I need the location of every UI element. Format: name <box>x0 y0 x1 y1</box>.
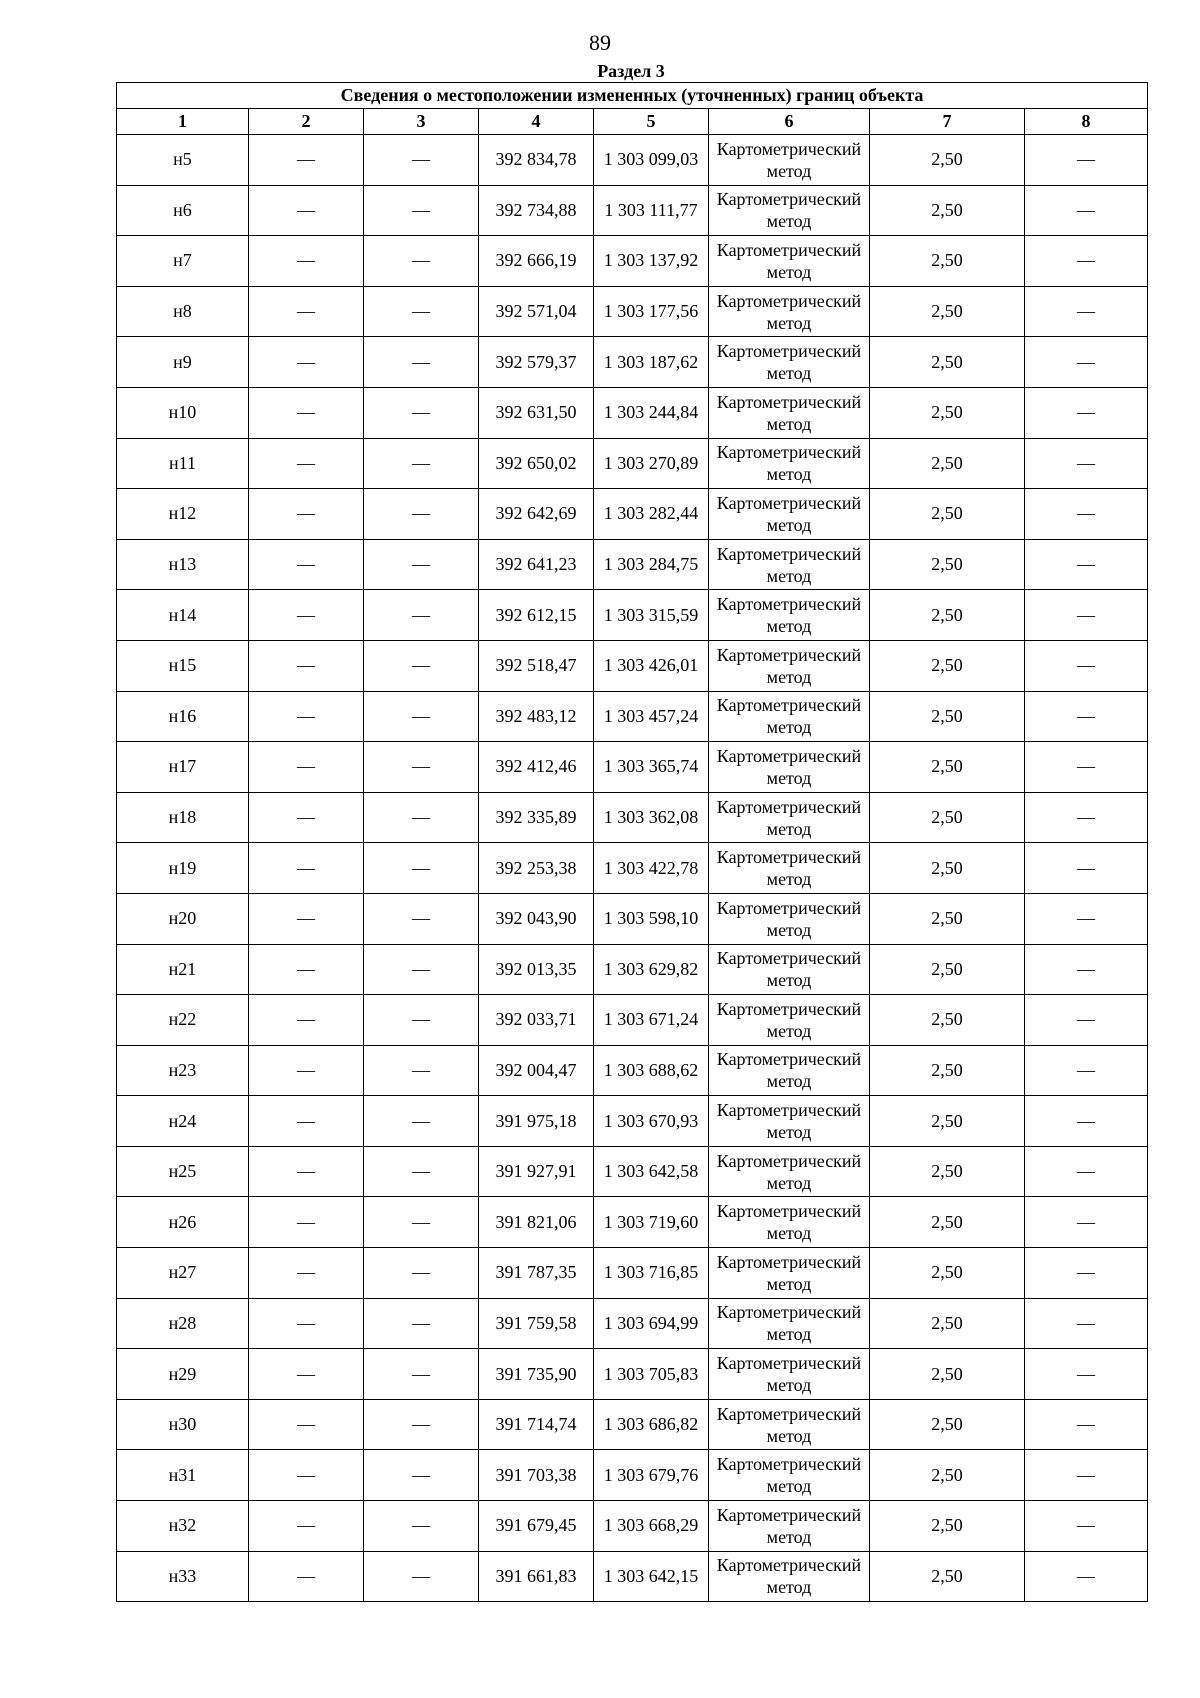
method-cell: Картометрический метод <box>709 893 870 944</box>
empty-dash-cell: — <box>364 1349 479 1400</box>
accuracy-cell: 2,50 <box>870 1096 1025 1147</box>
empty-dash-cell: — <box>249 135 364 186</box>
empty-dash-cell: — <box>364 185 479 236</box>
empty-dash-cell: — <box>364 1501 479 1552</box>
x-coordinate-cell: 392 033,71 <box>479 995 594 1046</box>
accuracy-cell: 2,50 <box>870 1248 1025 1299</box>
point-number-cell: н20 <box>117 893 249 944</box>
y-coordinate-cell: 1 303 187,62 <box>594 337 709 388</box>
x-coordinate-cell: 391 759,58 <box>479 1298 594 1349</box>
x-coordinate-cell: 392 834,78 <box>479 135 594 186</box>
page-number: 89 <box>589 30 611 55</box>
accuracy-cell: 2,50 <box>870 387 1025 438</box>
table-row <box>117 1349 1148 1400</box>
table-row <box>117 742 1148 793</box>
empty-dash-cell: — <box>249 1349 364 1400</box>
method-cell: Картометрический метод <box>709 1349 870 1400</box>
point-number-cell: н29 <box>117 1349 249 1400</box>
point-number-cell: н26 <box>117 1197 249 1248</box>
table-row <box>117 590 1148 641</box>
y-coordinate-cell: 1 303 688,62 <box>594 1045 709 1096</box>
x-coordinate-cell: 391 975,18 <box>479 1096 594 1147</box>
table-row <box>117 1399 1148 1450</box>
accuracy-cell: 2,50 <box>870 1146 1025 1197</box>
x-coordinate-cell: 392 650,02 <box>479 438 594 489</box>
empty-dash-cell: — <box>364 691 479 742</box>
x-coordinate-cell: 392 631,50 <box>479 387 594 438</box>
accuracy-cell: 2,50 <box>870 1197 1025 1248</box>
accuracy-cell: 2,50 <box>870 843 1025 894</box>
table-row <box>117 792 1148 843</box>
empty-dash-cell: — <box>249 1146 364 1197</box>
table-row <box>117 438 1148 489</box>
empty-dash-cell: — <box>364 337 479 388</box>
table-row <box>117 944 1148 995</box>
empty-dash-cell: — <box>1025 995 1148 1046</box>
y-coordinate-cell: 1 303 705,83 <box>594 1349 709 1400</box>
x-coordinate-cell: 392 734,88 <box>479 185 594 236</box>
y-coordinate-cell: 1 303 422,78 <box>594 843 709 894</box>
y-coordinate-cell: 1 303 719,60 <box>594 1197 709 1248</box>
section-title: Раздел 3 <box>597 61 665 81</box>
point-number-cell: н19 <box>117 843 249 894</box>
empty-dash-cell: — <box>364 1399 479 1450</box>
empty-dash-cell: — <box>249 337 364 388</box>
empty-dash-cell: — <box>249 1298 364 1349</box>
accuracy-cell: 2,50 <box>870 1045 1025 1096</box>
empty-dash-cell: — <box>249 1399 364 1450</box>
y-coordinate-cell: 1 303 598,10 <box>594 893 709 944</box>
method-cell: Картометрический метод <box>709 691 870 742</box>
empty-dash-cell: — <box>249 286 364 337</box>
empty-dash-cell: — <box>249 387 364 438</box>
empty-dash-cell: — <box>249 1501 364 1552</box>
y-coordinate-cell: 1 303 671,24 <box>594 995 709 1046</box>
x-coordinate-cell: 392 612,15 <box>479 590 594 641</box>
y-coordinate-cell: 1 303 679,76 <box>594 1450 709 1501</box>
table-row <box>117 1450 1148 1501</box>
empty-dash-cell: — <box>1025 893 1148 944</box>
empty-dash-cell: — <box>364 640 479 691</box>
empty-dash-cell: — <box>249 742 364 793</box>
empty-dash-cell: — <box>364 286 479 337</box>
empty-dash-cell: — <box>364 792 479 843</box>
empty-dash-cell: — <box>364 1197 479 1248</box>
empty-dash-cell: — <box>364 489 479 540</box>
y-coordinate-cell: 1 303 686,82 <box>594 1399 709 1450</box>
empty-dash-cell: — <box>249 843 364 894</box>
method-cell: Картометрический метод <box>709 337 870 388</box>
y-coordinate-cell: 1 303 668,29 <box>594 1501 709 1552</box>
method-cell: Картометрический метод <box>709 1045 870 1096</box>
empty-dash-cell: — <box>249 792 364 843</box>
accuracy-cell: 2,50 <box>870 590 1025 641</box>
empty-dash-cell: — <box>249 236 364 287</box>
point-number-cell: н21 <box>117 944 249 995</box>
method-cell: Картометрический метод <box>709 438 870 489</box>
empty-dash-cell: — <box>364 1096 479 1147</box>
empty-dash-cell: — <box>249 489 364 540</box>
empty-dash-cell: — <box>364 1146 479 1197</box>
empty-dash-cell: — <box>364 1045 479 1096</box>
empty-dash-cell: — <box>249 1248 364 1299</box>
table-row <box>117 185 1148 236</box>
empty-dash-cell: — <box>1025 792 1148 843</box>
method-cell: Картометрический метод <box>709 1450 870 1501</box>
column-header: 1 <box>117 109 249 135</box>
y-coordinate-cell: 1 303 099,03 <box>594 135 709 186</box>
empty-dash-cell: — <box>1025 489 1148 540</box>
empty-dash-cell: — <box>1025 286 1148 337</box>
empty-dash-cell: — <box>1025 135 1148 186</box>
method-cell: Картометрический метод <box>709 135 870 186</box>
accuracy-cell: 2,50 <box>870 691 1025 742</box>
empty-dash-cell: — <box>364 438 479 489</box>
empty-dash-cell: — <box>249 944 364 995</box>
empty-dash-cell: — <box>1025 1096 1148 1147</box>
point-number-cell: н12 <box>117 489 249 540</box>
empty-dash-cell: — <box>1025 236 1148 287</box>
empty-dash-cell: — <box>364 1551 479 1602</box>
table-row <box>117 691 1148 742</box>
y-coordinate-cell: 1 303 284,75 <box>594 539 709 590</box>
y-coordinate-cell: 1 303 137,92 <box>594 236 709 287</box>
accuracy-cell: 2,50 <box>870 539 1025 590</box>
method-cell: Картометрический метод <box>709 286 870 337</box>
accuracy-cell: 2,50 <box>870 1399 1025 1450</box>
x-coordinate-cell: 392 666,19 <box>479 236 594 287</box>
y-coordinate-cell: 1 303 716,85 <box>594 1248 709 1299</box>
empty-dash-cell: — <box>1025 590 1148 641</box>
accuracy-cell: 2,50 <box>870 1450 1025 1501</box>
method-cell: Картометрический метод <box>709 185 870 236</box>
accuracy-cell: 2,50 <box>870 135 1025 186</box>
x-coordinate-cell: 391 679,45 <box>479 1501 594 1552</box>
empty-dash-cell: — <box>1025 1248 1148 1299</box>
empty-dash-cell: — <box>249 1450 364 1501</box>
empty-dash-cell: — <box>1025 337 1148 388</box>
empty-dash-cell: — <box>364 590 479 641</box>
accuracy-cell: 2,50 <box>870 1298 1025 1349</box>
x-coordinate-cell: 392 579,37 <box>479 337 594 388</box>
empty-dash-cell: — <box>249 539 364 590</box>
point-number-cell: н9 <box>117 337 249 388</box>
table-row <box>117 1248 1148 1299</box>
point-number-cell: н15 <box>117 640 249 691</box>
empty-dash-cell: — <box>1025 1197 1148 1248</box>
x-coordinate-cell: 392 483,12 <box>479 691 594 742</box>
point-number-cell: н10 <box>117 387 249 438</box>
empty-dash-cell: — <box>249 1096 364 1147</box>
accuracy-cell: 2,50 <box>870 438 1025 489</box>
table-row <box>117 1146 1148 1197</box>
table-row <box>117 489 1148 540</box>
accuracy-cell: 2,50 <box>870 944 1025 995</box>
method-cell: Картометрический метод <box>709 843 870 894</box>
x-coordinate-cell: 392 253,38 <box>479 843 594 894</box>
x-coordinate-cell: 392 518,47 <box>479 640 594 691</box>
method-cell: Картометрический метод <box>709 1197 870 1248</box>
empty-dash-cell: — <box>1025 843 1148 894</box>
empty-dash-cell: — <box>1025 1146 1148 1197</box>
table-row <box>117 236 1148 287</box>
accuracy-cell: 2,50 <box>870 337 1025 388</box>
method-cell: Картометрический метод <box>709 1248 870 1299</box>
y-coordinate-cell: 1 303 282,44 <box>594 489 709 540</box>
empty-dash-cell: — <box>364 539 479 590</box>
y-coordinate-cell: 1 303 629,82 <box>594 944 709 995</box>
table-caption: Сведения о местоположении измененных (уточненных) границ объекта <box>117 83 1148 109</box>
table-row <box>117 286 1148 337</box>
table-row <box>117 893 1148 944</box>
column-header: 6 <box>709 109 870 135</box>
point-number-cell: н24 <box>117 1096 249 1147</box>
empty-dash-cell: — <box>1025 944 1148 995</box>
y-coordinate-cell: 1 303 694,99 <box>594 1298 709 1349</box>
empty-dash-cell: — <box>364 236 479 287</box>
point-number-cell: н23 <box>117 1045 249 1096</box>
accuracy-cell: 2,50 <box>870 286 1025 337</box>
x-coordinate-cell: 391 661,83 <box>479 1551 594 1602</box>
x-coordinate-cell: 392 571,04 <box>479 286 594 337</box>
method-cell: Картометрический метод <box>709 995 870 1046</box>
accuracy-cell: 2,50 <box>870 1501 1025 1552</box>
table-row <box>117 539 1148 590</box>
x-coordinate-cell: 391 787,35 <box>479 1248 594 1299</box>
x-coordinate-cell: 391 735,90 <box>479 1349 594 1400</box>
empty-dash-cell: — <box>1025 1551 1148 1602</box>
empty-dash-cell: — <box>1025 185 1148 236</box>
point-number-cell: н6 <box>117 185 249 236</box>
empty-dash-cell: — <box>249 590 364 641</box>
point-number-cell: н14 <box>117 590 249 641</box>
empty-dash-cell: — <box>1025 640 1148 691</box>
empty-dash-cell: — <box>1025 1399 1148 1450</box>
accuracy-cell: 2,50 <box>870 893 1025 944</box>
method-cell: Картометрический метод <box>709 792 870 843</box>
point-number-cell: н18 <box>117 792 249 843</box>
x-coordinate-cell: 392 004,47 <box>479 1045 594 1096</box>
empty-dash-cell: — <box>364 742 479 793</box>
column-header: 4 <box>479 109 594 135</box>
empty-dash-cell: — <box>1025 691 1148 742</box>
table-row <box>117 1298 1148 1349</box>
point-number-cell: н25 <box>117 1146 249 1197</box>
boundary-coordinates-table <box>116 82 1148 1602</box>
empty-dash-cell: — <box>249 691 364 742</box>
method-cell: Картометрический метод <box>709 1551 870 1602</box>
point-number-cell: н17 <box>117 742 249 793</box>
point-number-cell: н31 <box>117 1450 249 1501</box>
empty-dash-cell: — <box>364 1298 479 1349</box>
method-cell: Картометрический метод <box>709 489 870 540</box>
column-header: 3 <box>364 109 479 135</box>
accuracy-cell: 2,50 <box>870 489 1025 540</box>
point-number-cell: н16 <box>117 691 249 742</box>
empty-dash-cell: — <box>249 1045 364 1096</box>
x-coordinate-cell: 391 703,38 <box>479 1450 594 1501</box>
point-number-cell: н8 <box>117 286 249 337</box>
accuracy-cell: 2,50 <box>870 236 1025 287</box>
table-row <box>117 843 1148 894</box>
method-cell: Картометрический метод <box>709 1096 870 1147</box>
empty-dash-cell: — <box>249 893 364 944</box>
point-number-cell: н13 <box>117 539 249 590</box>
x-coordinate-cell: 392 412,46 <box>479 742 594 793</box>
y-coordinate-cell: 1 303 457,24 <box>594 691 709 742</box>
method-cell: Картометрический метод <box>709 1298 870 1349</box>
method-cell: Картометрический метод <box>709 640 870 691</box>
accuracy-cell: 2,50 <box>870 1349 1025 1400</box>
method-cell: Картометрический метод <box>709 1399 870 1450</box>
empty-dash-cell: — <box>364 843 479 894</box>
point-number-cell: н28 <box>117 1298 249 1349</box>
column-header: 8 <box>1025 109 1148 135</box>
x-coordinate-cell: 392 013,35 <box>479 944 594 995</box>
y-coordinate-cell: 1 303 362,08 <box>594 792 709 843</box>
empty-dash-cell: — <box>249 1197 364 1248</box>
empty-dash-cell: — <box>1025 438 1148 489</box>
accuracy-cell: 2,50 <box>870 640 1025 691</box>
table-row <box>117 1096 1148 1147</box>
table-row <box>117 1197 1148 1248</box>
empty-dash-cell: — <box>1025 1298 1148 1349</box>
point-number-cell: н32 <box>117 1501 249 1552</box>
table-row <box>117 135 1148 186</box>
empty-dash-cell: — <box>364 135 479 186</box>
point-number-cell: н7 <box>117 236 249 287</box>
accuracy-cell: 2,50 <box>870 995 1025 1046</box>
empty-dash-cell: — <box>1025 1349 1148 1400</box>
table-row <box>117 1045 1148 1096</box>
y-coordinate-cell: 1 303 642,15 <box>594 1551 709 1602</box>
y-coordinate-cell: 1 303 315,59 <box>594 590 709 641</box>
x-coordinate-cell: 391 821,06 <box>479 1197 594 1248</box>
method-cell: Картометрический метод <box>709 944 870 995</box>
empty-dash-cell: — <box>1025 742 1148 793</box>
y-coordinate-cell: 1 303 270,89 <box>594 438 709 489</box>
empty-dash-cell: — <box>249 438 364 489</box>
point-number-cell: н22 <box>117 995 249 1046</box>
point-number-cell: н33 <box>117 1551 249 1602</box>
empty-dash-cell: — <box>364 387 479 438</box>
y-coordinate-cell: 1 303 642,58 <box>594 1146 709 1197</box>
x-coordinate-cell: 392 335,89 <box>479 792 594 843</box>
accuracy-cell: 2,50 <box>870 185 1025 236</box>
method-cell: Картометрический метод <box>709 539 870 590</box>
x-coordinate-cell: 392 641,23 <box>479 539 594 590</box>
x-coordinate-cell: 391 927,91 <box>479 1146 594 1197</box>
point-number-cell: н30 <box>117 1399 249 1450</box>
method-cell: Картометрический метод <box>709 1501 870 1552</box>
accuracy-cell: 2,50 <box>870 792 1025 843</box>
x-coordinate-cell: 392 043,90 <box>479 893 594 944</box>
table-row <box>117 1501 1148 1552</box>
empty-dash-cell: — <box>1025 1501 1148 1552</box>
y-coordinate-cell: 1 303 670,93 <box>594 1096 709 1147</box>
method-cell: Картометрический метод <box>709 590 870 641</box>
accuracy-cell: 2,50 <box>870 742 1025 793</box>
table-row <box>117 640 1148 691</box>
point-number-cell: н27 <box>117 1248 249 1299</box>
x-coordinate-cell: 392 642,69 <box>479 489 594 540</box>
empty-dash-cell: — <box>364 1248 479 1299</box>
y-coordinate-cell: 1 303 365,74 <box>594 742 709 793</box>
empty-dash-cell: — <box>364 944 479 995</box>
y-coordinate-cell: 1 303 426,01 <box>594 640 709 691</box>
table-row <box>117 995 1148 1046</box>
empty-dash-cell: — <box>1025 1450 1148 1501</box>
empty-dash-cell: — <box>249 1551 364 1602</box>
table-row <box>117 1551 1148 1602</box>
method-cell: Картометрический метод <box>709 387 870 438</box>
y-coordinate-cell: 1 303 111,77 <box>594 185 709 236</box>
method-cell: Картометрический метод <box>709 236 870 287</box>
y-coordinate-cell: 1 303 177,56 <box>594 286 709 337</box>
empty-dash-cell: — <box>364 1450 479 1501</box>
table-row <box>117 337 1148 388</box>
point-number-cell: н11 <box>117 438 249 489</box>
point-number-cell: н5 <box>117 135 249 186</box>
table-header-row <box>117 109 1148 135</box>
empty-dash-cell: — <box>364 995 479 1046</box>
empty-dash-cell: — <box>1025 1045 1148 1096</box>
x-coordinate-cell: 391 714,74 <box>479 1399 594 1450</box>
empty-dash-cell: — <box>1025 387 1148 438</box>
y-coordinate-cell: 1 303 244,84 <box>594 387 709 438</box>
column-header: 5 <box>594 109 709 135</box>
column-header: 2 <box>249 109 364 135</box>
table-body <box>117 135 1148 1602</box>
method-cell: Картометрический метод <box>709 1146 870 1197</box>
table-row <box>117 387 1148 438</box>
empty-dash-cell: — <box>1025 539 1148 590</box>
accuracy-cell: 2,50 <box>870 1551 1025 1602</box>
column-header: 7 <box>870 109 1025 135</box>
empty-dash-cell: — <box>249 640 364 691</box>
empty-dash-cell: — <box>249 185 364 236</box>
empty-dash-cell: — <box>364 893 479 944</box>
method-cell: Картометрический метод <box>709 742 870 793</box>
empty-dash-cell: — <box>249 995 364 1046</box>
